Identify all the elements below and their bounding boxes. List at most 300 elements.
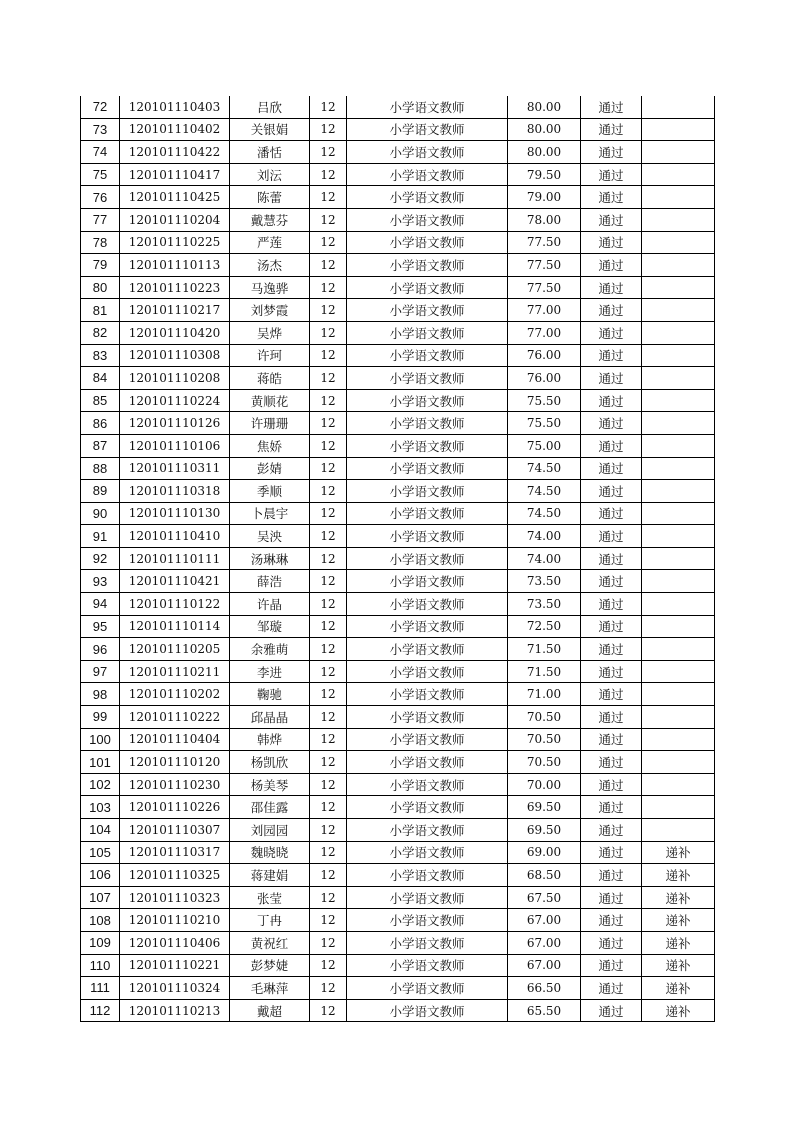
candidate-name-cell: 戴超: [230, 999, 310, 1022]
result-cell: 通过: [581, 163, 642, 186]
candidate-id-cell: 120101110106: [120, 434, 230, 457]
candidate-name-cell: 刘园园: [230, 819, 310, 842]
note-cell: [642, 796, 715, 819]
row-number-cell: 95: [81, 615, 120, 638]
candidate-name-cell: 汤琳琳: [230, 547, 310, 570]
position-code-cell: 12: [310, 841, 347, 864]
row-number-cell: 98: [81, 683, 120, 706]
result-cell: 通过: [581, 931, 642, 954]
position-name-cell: 小学语文教师: [347, 502, 508, 525]
candidate-id-cell: 120101110307: [120, 819, 230, 842]
result-cell: 通过: [581, 118, 642, 141]
note-cell: [642, 141, 715, 164]
position-name-cell: 小学语文教师: [347, 638, 508, 661]
result-cell: 通过: [581, 841, 642, 864]
note-cell: [642, 434, 715, 457]
position-name-cell: 小学语文教师: [347, 886, 508, 909]
score-cell: 65.50: [508, 999, 581, 1022]
candidate-name-cell: 张莹: [230, 886, 310, 909]
row-number-cell: 106: [81, 864, 120, 887]
position-name-cell: 小学语文教师: [347, 299, 508, 322]
result-cell: 通过: [581, 638, 642, 661]
candidate-name-cell: 卜晨宇: [230, 502, 310, 525]
note-cell: 递补: [642, 999, 715, 1022]
note-cell: [642, 118, 715, 141]
candidate-name-cell: 吴泱: [230, 525, 310, 548]
position-name-cell: 小学语文教师: [347, 434, 508, 457]
table-row: [81, 389, 715, 412]
position-code-cell: 12: [310, 321, 347, 344]
table-row: [81, 999, 715, 1022]
score-cell: 77.50: [508, 254, 581, 277]
candidate-id-cell: 120101110308: [120, 344, 230, 367]
table-row: [81, 706, 715, 729]
candidate-id-cell: 120101110311: [120, 457, 230, 480]
note-cell: [642, 480, 715, 503]
note-cell: 递补: [642, 841, 715, 864]
note-cell: [642, 96, 715, 118]
score-cell: 75.50: [508, 412, 581, 435]
candidate-name-cell: 蒋建娟: [230, 864, 310, 887]
note-cell: [642, 457, 715, 480]
result-cell: 通过: [581, 819, 642, 842]
position-code-cell: 12: [310, 773, 347, 796]
result-cell: 通过: [581, 141, 642, 164]
results-table-body: [81, 96, 715, 1022]
candidate-name-cell: 黄祝红: [230, 931, 310, 954]
table-row: [81, 615, 715, 638]
score-cell: 70.50: [508, 706, 581, 729]
result-cell: 通过: [581, 254, 642, 277]
note-cell: [642, 706, 715, 729]
row-number-cell: 108: [81, 909, 120, 932]
table-row: [81, 547, 715, 570]
table-row: [81, 141, 715, 164]
row-number-cell: 97: [81, 660, 120, 683]
candidate-name-cell: 薛浩: [230, 570, 310, 593]
position-code-cell: 12: [310, 254, 347, 277]
position-code-cell: 12: [310, 367, 347, 390]
note-cell: [642, 254, 715, 277]
result-cell: 通过: [581, 660, 642, 683]
result-cell: 通过: [581, 864, 642, 887]
score-cell: 75.50: [508, 389, 581, 412]
note-cell: [642, 683, 715, 706]
row-number-cell: 103: [81, 796, 120, 819]
position-code-cell: 12: [310, 706, 347, 729]
note-cell: 递补: [642, 977, 715, 1000]
candidate-name-cell: 严莲: [230, 231, 310, 254]
position-code-cell: 12: [310, 502, 347, 525]
table-row: [81, 457, 715, 480]
candidate-name-cell: 许珊珊: [230, 412, 310, 435]
candidate-name-cell: 李进: [230, 660, 310, 683]
position-name-cell: 小学语文教师: [347, 570, 508, 593]
position-code-cell: 12: [310, 999, 347, 1022]
position-name-cell: 小学语文教师: [347, 547, 508, 570]
position-code-cell: 12: [310, 163, 347, 186]
position-name-cell: 小学语文教师: [347, 231, 508, 254]
position-code-cell: 12: [310, 389, 347, 412]
position-name-cell: 小学语文教师: [347, 525, 508, 548]
note-cell: [642, 299, 715, 322]
score-cell: 77.50: [508, 276, 581, 299]
candidate-id-cell: 120101110323: [120, 886, 230, 909]
row-number-cell: 75: [81, 163, 120, 186]
position-name-cell: 小学语文教师: [347, 457, 508, 480]
table-row: [81, 593, 715, 616]
result-cell: 通过: [581, 525, 642, 548]
position-name-cell: 小学语文教师: [347, 977, 508, 1000]
row-number-cell: 104: [81, 819, 120, 842]
row-number-cell: 111: [81, 977, 120, 1000]
position-name-cell: 小学语文教师: [347, 728, 508, 751]
table-row: [81, 931, 715, 954]
position-name-cell: 小学语文教师: [347, 931, 508, 954]
result-cell: 通过: [581, 389, 642, 412]
row-number-cell: 93: [81, 570, 120, 593]
result-cell: 通过: [581, 593, 642, 616]
note-cell: 递补: [642, 909, 715, 932]
candidate-id-cell: 120101110420: [120, 321, 230, 344]
candidate-name-cell: 马逸骅: [230, 276, 310, 299]
table-row: [81, 954, 715, 977]
candidate-id-cell: 120101110317: [120, 841, 230, 864]
note-cell: [642, 728, 715, 751]
result-cell: 通过: [581, 954, 642, 977]
score-cell: 66.50: [508, 977, 581, 1000]
candidate-name-cell: 关银娟: [230, 118, 310, 141]
candidate-name-cell: 陈蕾: [230, 186, 310, 209]
candidate-name-cell: 吴烨: [230, 321, 310, 344]
result-cell: 通过: [581, 186, 642, 209]
table-row: [81, 728, 715, 751]
note-cell: 递补: [642, 931, 715, 954]
row-number-cell: 78: [81, 231, 120, 254]
table-row: [81, 773, 715, 796]
result-cell: 通过: [581, 457, 642, 480]
candidate-id-cell: 120101110224: [120, 389, 230, 412]
table-row: [81, 96, 715, 118]
row-number-cell: 107: [81, 886, 120, 909]
candidate-name-cell: 邹璇: [230, 615, 310, 638]
position-code-cell: 12: [310, 886, 347, 909]
candidate-id-cell: 120101110114: [120, 615, 230, 638]
table-row: [81, 412, 715, 435]
note-cell: [642, 389, 715, 412]
note-cell: 递补: [642, 886, 715, 909]
position-name-cell: 小学语文教师: [347, 819, 508, 842]
candidate-name-cell: 杨凯欣: [230, 751, 310, 774]
table-row: [81, 864, 715, 887]
position-name-cell: 小学语文教师: [347, 389, 508, 412]
note-cell: [642, 208, 715, 231]
row-number-cell: 85: [81, 389, 120, 412]
table-row: [81, 186, 715, 209]
table-row: [81, 570, 715, 593]
position-code-cell: 12: [310, 931, 347, 954]
result-cell: 通过: [581, 502, 642, 525]
candidate-id-cell: 120101110226: [120, 796, 230, 819]
position-name-cell: 小学语文教师: [347, 276, 508, 299]
candidate-id-cell: 120101110204: [120, 208, 230, 231]
result-cell: 通过: [581, 796, 642, 819]
result-cell: 通过: [581, 909, 642, 932]
note-cell: [642, 751, 715, 774]
candidate-name-cell: 黄顺花: [230, 389, 310, 412]
candidate-id-cell: 120101110222: [120, 706, 230, 729]
candidate-name-cell: 潘恬: [230, 141, 310, 164]
result-cell: 通过: [581, 480, 642, 503]
candidate-id-cell: 120101110113: [120, 254, 230, 277]
result-cell: 通过: [581, 615, 642, 638]
row-number-cell: 72: [81, 96, 120, 118]
row-number-cell: 79: [81, 254, 120, 277]
row-number-cell: 84: [81, 367, 120, 390]
position-code-cell: 12: [310, 796, 347, 819]
candidate-name-cell: 韩烨: [230, 728, 310, 751]
score-cell: 73.50: [508, 593, 581, 616]
position-name-cell: 小学语文教师: [347, 367, 508, 390]
position-code-cell: 12: [310, 186, 347, 209]
position-name-cell: 小学语文教师: [347, 660, 508, 683]
row-number-cell: 74: [81, 141, 120, 164]
note-cell: [642, 186, 715, 209]
row-number-cell: 77: [81, 208, 120, 231]
result-cell: 通过: [581, 999, 642, 1022]
position-code-cell: 12: [310, 864, 347, 887]
row-number-cell: 109: [81, 931, 120, 954]
table-row: [81, 434, 715, 457]
candidate-id-cell: 120101110217: [120, 299, 230, 322]
table-row: [81, 977, 715, 1000]
results-table: [80, 96, 715, 1022]
candidate-name-cell: 刘梦霞: [230, 299, 310, 322]
note-cell: [642, 344, 715, 367]
candidate-name-cell: 彭婧: [230, 457, 310, 480]
table-row: [81, 367, 715, 390]
candidate-name-cell: 鞠驰: [230, 683, 310, 706]
table-row: [81, 751, 715, 774]
candidate-id-cell: 120101110318: [120, 480, 230, 503]
row-number-cell: 73: [81, 118, 120, 141]
row-number-cell: 76: [81, 186, 120, 209]
candidate-name-cell: 吕欣: [230, 96, 310, 118]
table-row: [81, 480, 715, 503]
candidate-name-cell: 余雅萌: [230, 638, 310, 661]
candidate-name-cell: 蒋皓: [230, 367, 310, 390]
position-name-cell: 小学语文教师: [347, 615, 508, 638]
candidate-name-cell: 汤杰: [230, 254, 310, 277]
score-cell: 68.50: [508, 864, 581, 887]
position-code-cell: 12: [310, 683, 347, 706]
score-cell: 71.50: [508, 660, 581, 683]
row-number-cell: 86: [81, 412, 120, 435]
table-row: [81, 299, 715, 322]
row-number-cell: 105: [81, 841, 120, 864]
note-cell: [642, 615, 715, 638]
note-cell: [642, 638, 715, 661]
candidate-name-cell: 邵佳露: [230, 796, 310, 819]
candidate-id-cell: 120101110406: [120, 931, 230, 954]
position-name-cell: 小学语文教师: [347, 796, 508, 819]
position-name-cell: 小学语文教师: [347, 344, 508, 367]
score-cell: 71.50: [508, 638, 581, 661]
candidate-id-cell: 120101110230: [120, 773, 230, 796]
position-code-cell: 12: [310, 909, 347, 932]
candidate-id-cell: 120101110325: [120, 864, 230, 887]
note-cell: [642, 547, 715, 570]
position-code-cell: 12: [310, 457, 347, 480]
row-number-cell: 102: [81, 773, 120, 796]
candidate-name-cell: 邱晶晶: [230, 706, 310, 729]
row-number-cell: 101: [81, 751, 120, 774]
table-row: [81, 796, 715, 819]
position-code-cell: 12: [310, 819, 347, 842]
candidate-id-cell: 120101110421: [120, 570, 230, 593]
table-row: [81, 502, 715, 525]
candidate-id-cell: 120101110211: [120, 660, 230, 683]
result-cell: 通过: [581, 547, 642, 570]
candidate-id-cell: 120101110122: [120, 593, 230, 616]
result-cell: 通过: [581, 728, 642, 751]
position-name-cell: 小学语文教师: [347, 683, 508, 706]
result-cell: 通过: [581, 276, 642, 299]
result-cell: 通过: [581, 231, 642, 254]
result-cell: 通过: [581, 706, 642, 729]
note-cell: [642, 660, 715, 683]
candidate-id-cell: 120101110221: [120, 954, 230, 977]
score-cell: 78.00: [508, 208, 581, 231]
score-cell: 77.00: [508, 321, 581, 344]
score-cell: 76.00: [508, 367, 581, 390]
table-row: [81, 909, 715, 932]
score-cell: 67.50: [508, 886, 581, 909]
row-number-cell: 94: [81, 593, 120, 616]
score-cell: 79.00: [508, 186, 581, 209]
row-number-cell: 88: [81, 457, 120, 480]
row-number-cell: 87: [81, 434, 120, 457]
candidate-name-cell: 季顺: [230, 480, 310, 503]
candidate-id-cell: 120101110213: [120, 999, 230, 1022]
table-row: [81, 683, 715, 706]
score-cell: 74.50: [508, 502, 581, 525]
note-cell: 递补: [642, 954, 715, 977]
score-cell: 77.00: [508, 299, 581, 322]
position-code-cell: 12: [310, 96, 347, 118]
note-cell: [642, 367, 715, 390]
row-number-cell: 112: [81, 999, 120, 1022]
position-name-cell: 小学语文教师: [347, 163, 508, 186]
candidate-id-cell: 120101110410: [120, 525, 230, 548]
position-name-cell: 小学语文教师: [347, 96, 508, 118]
table-row: [81, 118, 715, 141]
position-code-cell: 12: [310, 480, 347, 503]
candidate-name-cell: 魏晓晓: [230, 841, 310, 864]
candidate-name-cell: 彭梦婕: [230, 954, 310, 977]
result-cell: 通过: [581, 208, 642, 231]
score-cell: 72.50: [508, 615, 581, 638]
score-cell: 75.00: [508, 434, 581, 457]
position-name-cell: 小学语文教师: [347, 186, 508, 209]
candidate-id-cell: 120101110202: [120, 683, 230, 706]
score-cell: 70.50: [508, 751, 581, 774]
note-cell: [642, 525, 715, 548]
score-cell: 77.50: [508, 231, 581, 254]
position-name-cell: 小学语文教师: [347, 208, 508, 231]
position-code-cell: 12: [310, 570, 347, 593]
table-row: [81, 660, 715, 683]
candidate-id-cell: 120101110402: [120, 118, 230, 141]
candidate-name-cell: 刘沄: [230, 163, 310, 186]
score-cell: 67.00: [508, 931, 581, 954]
score-cell: 70.00: [508, 773, 581, 796]
candidate-name-cell: 丁冉: [230, 909, 310, 932]
row-number-cell: 82: [81, 321, 120, 344]
position-code-cell: 12: [310, 660, 347, 683]
note-cell: [642, 773, 715, 796]
candidate-id-cell: 120101110225: [120, 231, 230, 254]
candidate-id-cell: 120101110422: [120, 141, 230, 164]
candidate-name-cell: 许珂: [230, 344, 310, 367]
position-code-cell: 12: [310, 525, 347, 548]
result-cell: 通过: [581, 367, 642, 390]
row-number-cell: 89: [81, 480, 120, 503]
result-cell: 通过: [581, 96, 642, 118]
candidate-id-cell: 120101110223: [120, 276, 230, 299]
candidate-name-cell: 毛琳萍: [230, 977, 310, 1000]
note-cell: [642, 412, 715, 435]
position-code-cell: 12: [310, 434, 347, 457]
table-row: [81, 231, 715, 254]
position-name-cell: 小学语文教师: [347, 118, 508, 141]
score-cell: 76.00: [508, 344, 581, 367]
result-cell: 通过: [581, 977, 642, 1000]
result-cell: 通过: [581, 299, 642, 322]
position-name-cell: 小学语文教师: [347, 864, 508, 887]
table-row: [81, 525, 715, 548]
position-code-cell: 12: [310, 299, 347, 322]
score-cell: 71.00: [508, 683, 581, 706]
candidate-name-cell: 焦娇: [230, 434, 310, 457]
score-cell: 74.00: [508, 547, 581, 570]
score-cell: 67.00: [508, 954, 581, 977]
row-number-cell: 100: [81, 728, 120, 751]
row-number-cell: 81: [81, 299, 120, 322]
position-name-cell: 小学语文教师: [347, 480, 508, 503]
candidate-name-cell: 杨美琴: [230, 773, 310, 796]
result-cell: 通过: [581, 683, 642, 706]
result-cell: 通过: [581, 344, 642, 367]
note-cell: 递补: [642, 864, 715, 887]
position-code-cell: 12: [310, 977, 347, 1000]
position-code-cell: 12: [310, 615, 347, 638]
table-row: [81, 163, 715, 186]
position-name-cell: 小学语文教师: [347, 141, 508, 164]
candidate-id-cell: 120101110404: [120, 728, 230, 751]
table-row: [81, 208, 715, 231]
position-name-cell: 小学语文教师: [347, 254, 508, 277]
score-cell: 74.50: [508, 457, 581, 480]
position-code-cell: 12: [310, 593, 347, 616]
table-row: [81, 841, 715, 864]
row-number-cell: 91: [81, 525, 120, 548]
candidate-id-cell: 120101110417: [120, 163, 230, 186]
table-row: [81, 344, 715, 367]
note-cell: [642, 819, 715, 842]
candidate-id-cell: 120101110130: [120, 502, 230, 525]
position-code-cell: 12: [310, 344, 347, 367]
